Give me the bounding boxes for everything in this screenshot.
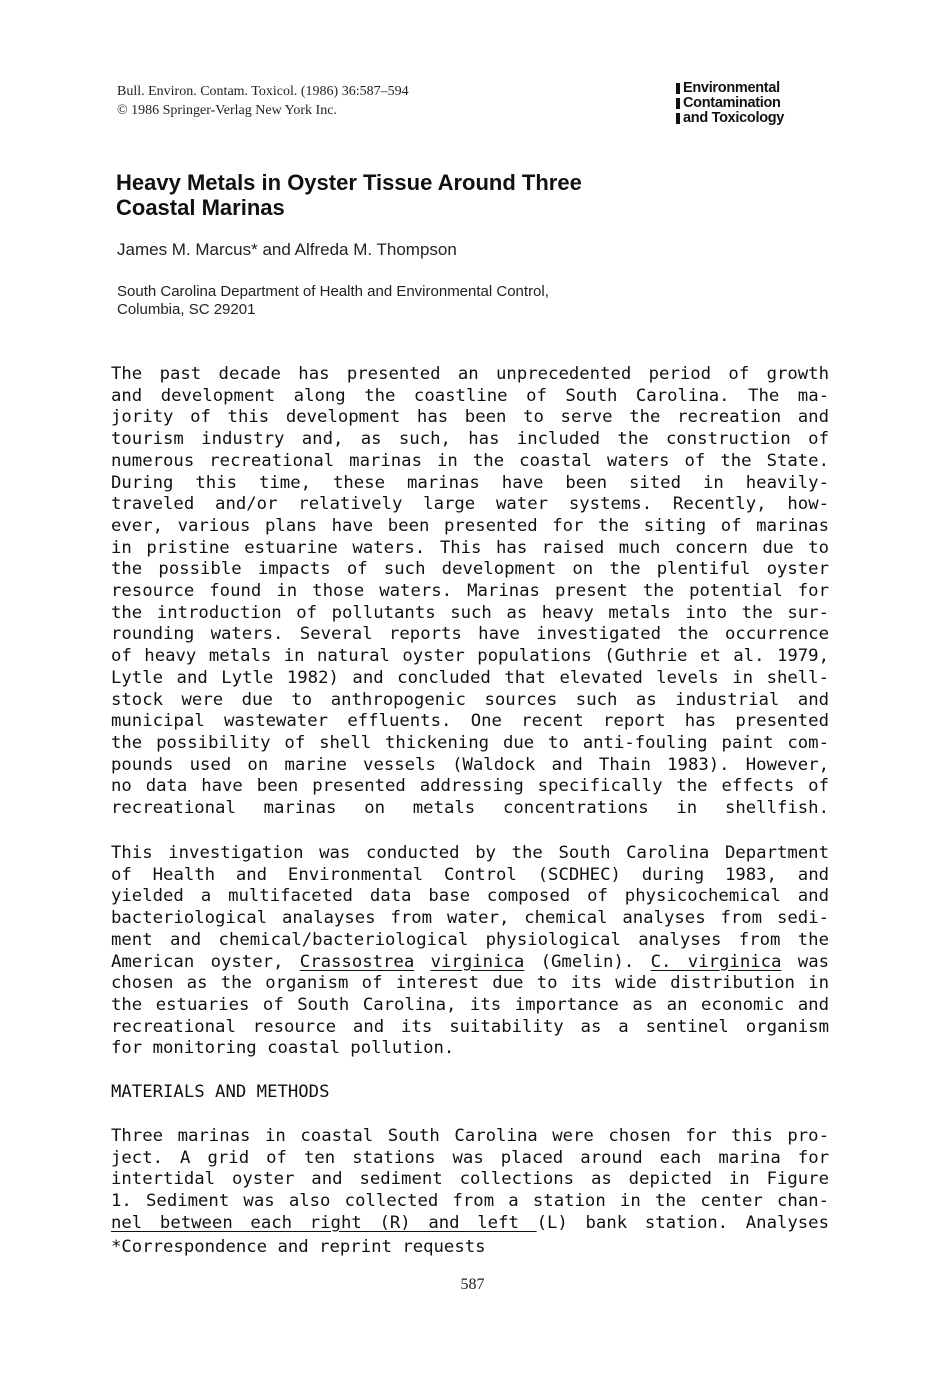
citation-block	[117, 82, 409, 120]
text-line: ject. A grid of ten stations was placed around each marina for	[111, 1147, 829, 1168]
journal-logo-line: Contamination	[683, 95, 781, 111]
text-line: pounds used on marine vessels (Waldock and Thain 1983). However,	[111, 754, 829, 775]
text-line	[111, 952, 829, 974]
text-line: This investigation was conducted by the South Carolina Department	[111, 843, 829, 863]
text-line: ment and chemical/bacteriological physiological analyses from the	[111, 929, 829, 950]
text-line: resource found in those waters. Marinas present the potential for	[111, 581, 829, 602]
article-title	[116, 170, 582, 220]
text-line: bacteriological analayses from water, chemical analyses from sedi-	[111, 908, 829, 929]
text-line: the possible impacts of such development on the plentiful oyster	[111, 559, 829, 580]
text-line: no data have been presented addressing specifically the effects of	[111, 776, 829, 797]
section-heading: MATERIALS AND METHODS	[111, 1082, 330, 1102]
underlined-text: nel between each right (R) and left	[111, 1212, 537, 1233]
text-line: 1. Sediment was also collected from a station in the center chan-	[111, 1191, 829, 1212]
text-line: of Health and Environmental Control (SCDHEC) during 1983, and	[111, 864, 829, 885]
text-line: ever, various plans have been presented for the siting of marinas	[111, 515, 829, 536]
authors: James M. Marcus* and Alfreda M. Thompson	[117, 240, 457, 259]
text-line: municipal wastewater effluents. One recent report has presented	[111, 711, 829, 732]
page-number: 587	[460, 1276, 485, 1293]
paragraph-investigation	[111, 843, 829, 1060]
text-line: intertidal oyster and sediment collections as depicted in Figure	[111, 1169, 829, 1190]
journal-citation: Bull. Environ. Contam. Toxicol. (1986) 36:587–594	[117, 84, 409, 99]
copyright-line: © 1986 Springer-Verlag New York Inc.	[117, 103, 337, 118]
text-line: recreational marinas on metals concentrations in shellfish.	[111, 798, 829, 819]
text-line: jority of this development has been to serve the recreation and	[111, 407, 829, 428]
text-line: yielded a multifaceted data base composed of physicochemical and	[111, 886, 829, 907]
text-segment: (Gmelin).	[524, 951, 651, 972]
text-line: stock were due to anthropogenic sources such as industrial and	[111, 689, 829, 710]
journal-logo	[676, 81, 841, 126]
text-line: rounding waters. Several reports have investigated the occurrence	[111, 624, 829, 645]
paragraph-introduction	[111, 364, 829, 820]
text-line: numerous recreational marinas in the coastal waters of the State.	[111, 450, 829, 471]
text-line: of heavy metals in natural oyster populations (Guthrie et al. 1979,	[111, 646, 829, 667]
species-epithet: virginica	[430, 951, 525, 972]
title-line: Coastal Marinas	[116, 195, 285, 220]
text-segment: American oyster,	[111, 951, 300, 972]
text-line: in pristine estuarine waters. This has raised much concern due to	[111, 537, 829, 558]
footnote: *Correspondence and reprint requests	[111, 1237, 486, 1257]
journal-logo-line: and Toxicology	[683, 110, 785, 126]
paragraph-methods	[111, 1126, 829, 1235]
text-line: recreational resource and its suitability as a sentinel organism	[111, 1016, 829, 1037]
title-line: Heavy Metals in Oyster Tissue Around Three	[116, 170, 582, 195]
text-line: and development along the coastline of South Carolina. The ma-	[111, 385, 829, 406]
text-segment: was	[781, 951, 830, 972]
affiliation-line: South Carolina Department of Health and Environmental Control,	[117, 283, 549, 300]
text-line: Lytle and Lytle 1982) and concluded that elevated levels in shell-	[111, 667, 829, 688]
text-line: The past decade has presented an unprecedented period of growth	[111, 364, 829, 384]
text-line	[111, 1213, 829, 1235]
text-line: for monitoring coastal pollution.	[111, 1038, 455, 1059]
text-line: traveled and/or relatively large water systems. Recently, how-	[111, 494, 829, 515]
text-segment: (L) bank station. Analyses	[536, 1212, 829, 1233]
text-line: chosen as the organism of interest due to its wide distribution in	[111, 973, 829, 994]
text-line: During this time, these marinas have been sited in heavily-	[111, 472, 829, 493]
text-line: the estuaries of South Carolina, its importance as an economic and	[111, 994, 829, 1015]
affiliation	[117, 283, 549, 319]
species-genus: Crassostrea	[299, 951, 415, 972]
text-line: Three marinas in coastal South Carolina were chosen for this pro-	[111, 1126, 829, 1146]
journal-logo-line: Environmental	[683, 80, 780, 96]
affiliation-line: Columbia, SC 29201	[117, 301, 256, 318]
species-abbreviation: C. virginica	[650, 951, 782, 972]
text-line: the possibility of shell thickening due to anti-fouling paint com-	[111, 732, 829, 753]
text-line: the introduction of pollutants such as heavy metals into the sur-	[111, 602, 829, 623]
text-line: tourism industry and, as such, has included the construction of	[111, 429, 829, 450]
